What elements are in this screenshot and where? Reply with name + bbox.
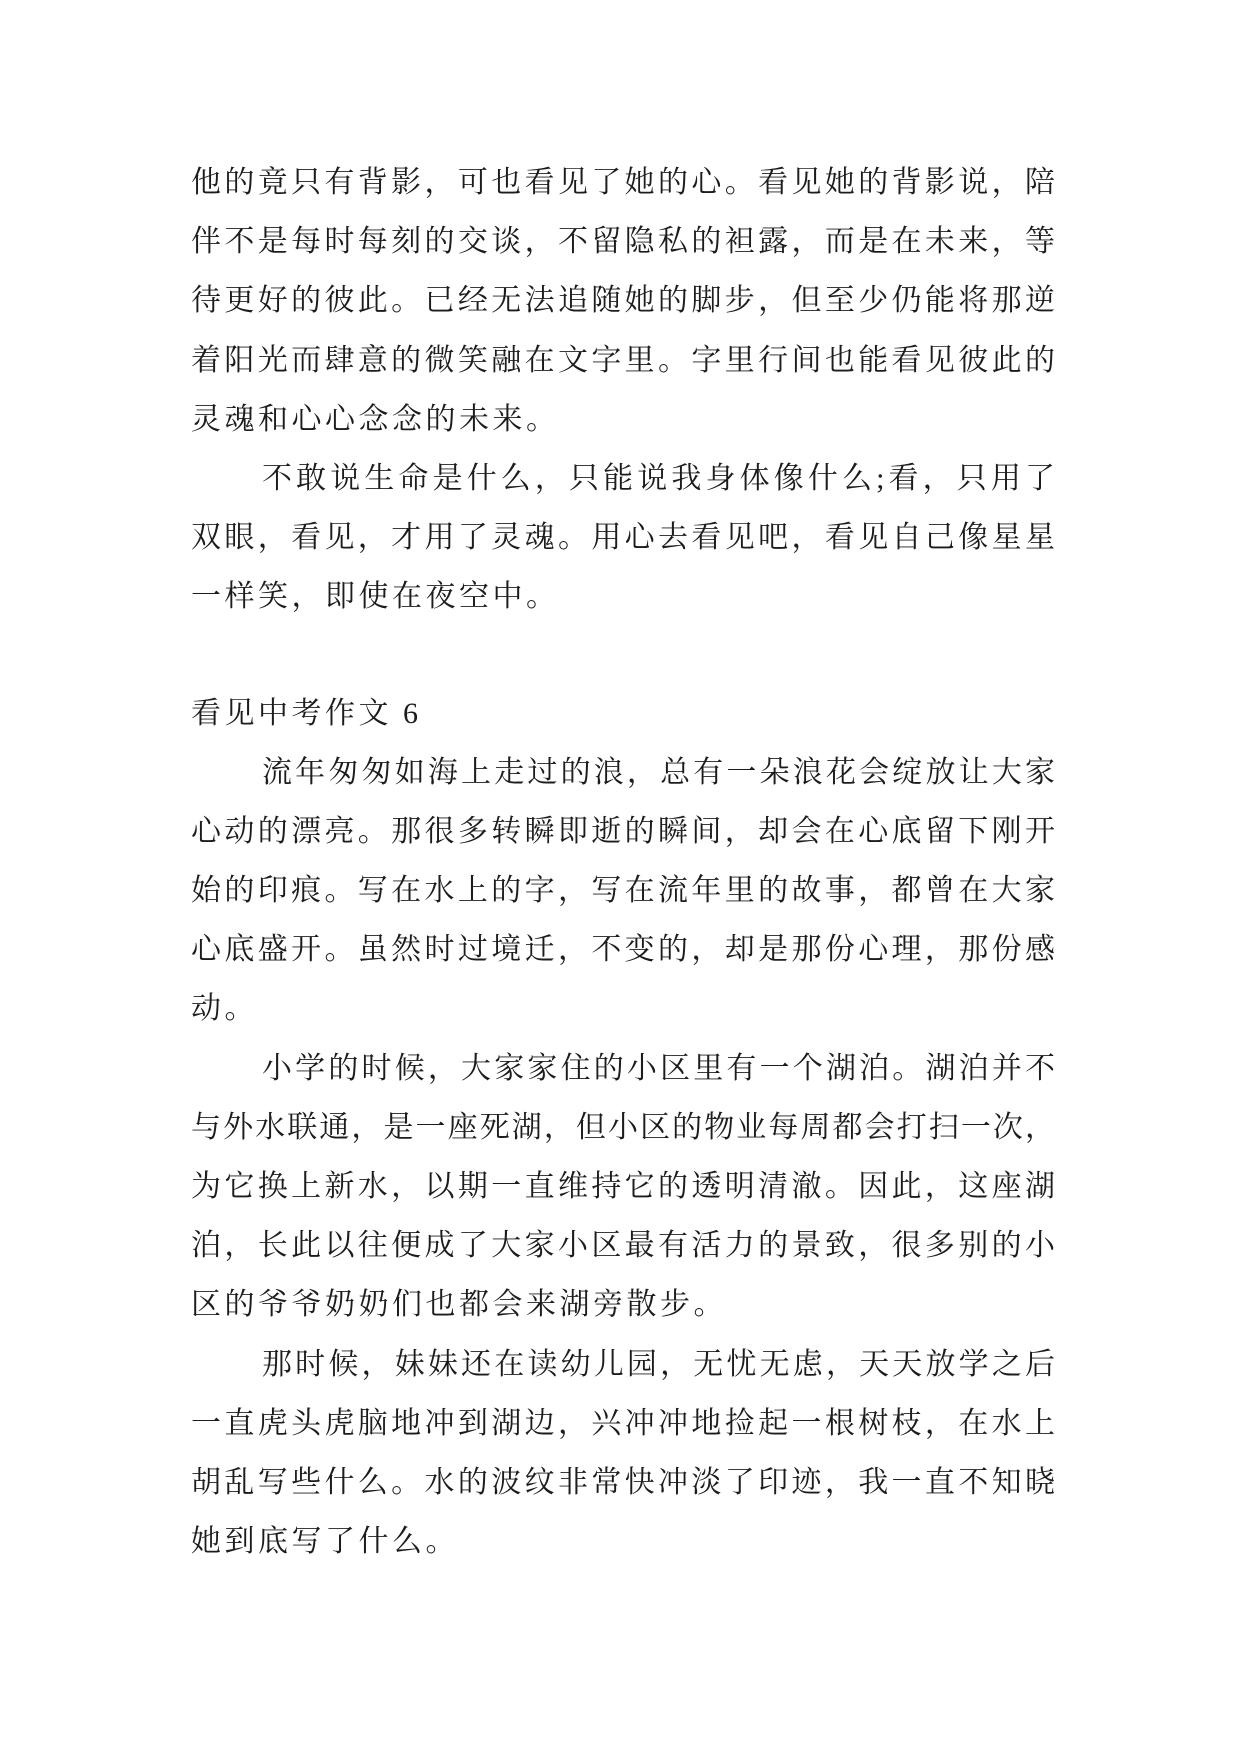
text-line: 他的竟只有背影，可也看见了她的心。看见她的背影说，陪 (191, 166, 1055, 199)
text-line: 流年匆匆如海上走过的浪，总有一朵浪花会绽放让大家 (262, 755, 1055, 789)
paragraph-continued (191, 153, 1055, 449)
text-line: 不敢说生命是什么，只能说我身体像什么;看，只用了 (262, 461, 1055, 495)
text-line: 一样笑，即使在夜空中。 (191, 580, 560, 614)
text-line: 那时候，妹妹还在读幼儿园，无忧无虑，天天放学之后 (262, 1347, 1055, 1381)
section-heading: 看见中考作文 6 (191, 696, 422, 730)
text-line: 心动的漂亮。那很多转瞬即逝的瞬间，却会在心底留下刚开 (191, 814, 1055, 848)
paragraph (191, 1335, 1055, 1572)
paragraph (191, 743, 1055, 1039)
text-line: 她到底写了什么。 (191, 1525, 459, 1559)
text-line: 心底盛开。虽然时过境迁，不变的，却是那份心理，那份感 (191, 933, 1055, 967)
text-line: 一直虎头虎脑地冲到湖边，兴冲冲地捡起一根树枝，在水上 (191, 1406, 1055, 1440)
text-line: 始的印痕。写在水上的字，写在流年里的故事，都曾在大家 (191, 874, 1055, 908)
text-line: 小学的时候，大家家住的小区里有一个湖泊。湖泊并不 (262, 1051, 1055, 1085)
text-line: 泊，长此以往便成了大家小区最有活力的景致，很多别的小 (191, 1229, 1055, 1263)
text-line: 为它换上新水，以期一直维持它的透明清澈。因此，这座湖 (191, 1170, 1055, 1203)
text-line: 与外水联通，是一座死湖，但小区的物业每周都会打扫一次， (191, 1110, 1055, 1144)
text-line: 动。 (191, 992, 258, 1026)
paragraph (191, 449, 1055, 627)
text-line: 待更好的彼此。已经无法追随她的脚步，但至少仍能将那逆 (191, 284, 1055, 318)
text-line: 着阳光而肆意的微笑融在文字里。字里行间也能看见彼此的 (191, 343, 1055, 377)
text-line: 胡乱写些什么。水的波纹非常快冲淡了印迹，我一直不知晓 (191, 1465, 1055, 1499)
text-line: 双眼，看见，才用了灵魂。用心去看见吧，看见自己像星星 (191, 521, 1055, 555)
text-line: 伴不是每时每刻的交谈，不留隐私的袒露，而是在未来，等 (191, 225, 1055, 259)
text-line: 区的爷爷奶奶们也都会来湖旁散步。 (191, 1288, 727, 1322)
paragraph (191, 1039, 1055, 1335)
text-line: 灵魂和心心念念的未来。 (191, 402, 560, 436)
